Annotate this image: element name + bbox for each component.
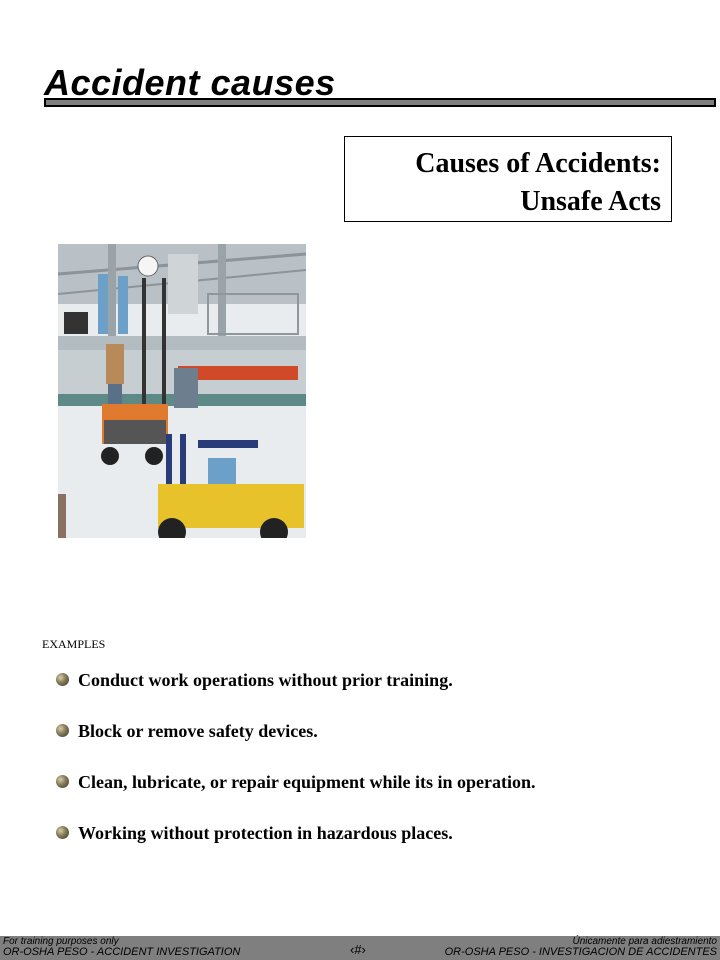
subtitle-line-2: Unsafe Acts [520,186,661,217]
list-item-text: Block or remove safety devices. [78,721,318,741]
bullet-icon [56,826,69,839]
bullet-icon [56,724,69,737]
subtitle-box [344,136,672,222]
list-item-text: Clean, lubricate, or repair equipment while its in operation. [78,772,536,792]
list-item [56,770,536,821]
examples-label: EXAMPLES [42,637,106,651]
list-item [56,719,536,770]
page-number: ‹#› [350,942,366,957]
list-item [56,668,536,719]
list-item-text: Conduct work operations without prior training. [78,670,453,690]
footer-left-line-1: For training purposes only [3,936,119,947]
bullet-icon [56,673,69,686]
list-item-text: Working without protection in hazardous places. [78,823,453,843]
footer-right [445,936,717,958]
bullet-icon [56,775,69,788]
forklift-photo [58,244,306,538]
examples-list [56,668,536,872]
footer-left-line-2: OR-OSHA PESO - ACCIDENT INVESTIGATION [3,946,241,958]
footer-bar [0,936,720,960]
list-item [56,821,536,872]
footer-left [3,936,240,958]
footer-right-line-2: OR-OSHA PESO - INVESTIGACION DE ACCIDENTES [444,946,717,958]
subtitle-line-1: Causes of Accidents: [415,148,661,179]
footer-right-line-1: Únicamente para adiestramiento [572,936,717,947]
slide-title: Accident causes [44,62,336,103]
